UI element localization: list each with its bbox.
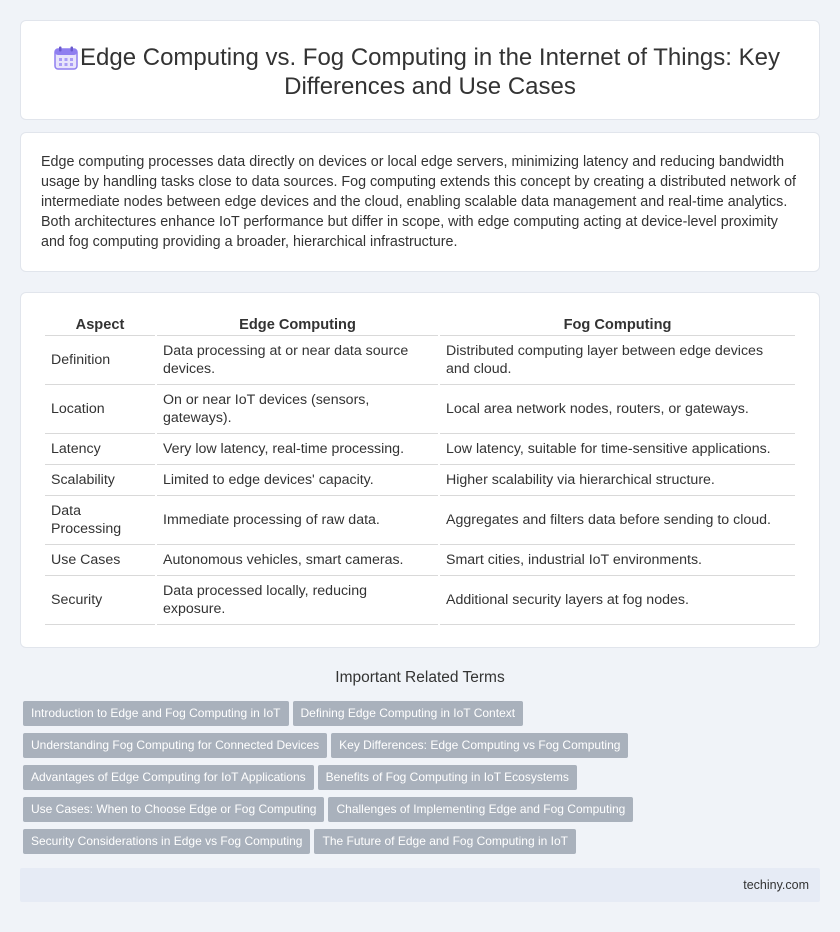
comparison-table: [43, 311, 797, 625]
table-row: [45, 576, 795, 625]
related-term-link[interactable]: Key Differences: Edge Computing vs Fog Computing: [331, 733, 628, 758]
related-term-link[interactable]: Security Considerations in Edge vs Fog Computing: [23, 829, 310, 854]
table-cell: Distributed computing layer between edge devices and cloud.: [440, 336, 795, 385]
related-terms-list: [23, 701, 813, 861]
related-term-link[interactable]: Defining Edge Computing in IoT Context: [293, 701, 524, 726]
table-cell: Smart cities, industrial IoT environments.: [440, 545, 795, 576]
related-term-link[interactable]: Introduction to Edge and Fog Computing in IoT: [23, 701, 289, 726]
related-term-link[interactable]: Use Cases: When to Choose Edge or Fog Computing: [23, 797, 324, 822]
table-cell: Scalability: [45, 465, 155, 496]
table-cell: Security: [45, 576, 155, 625]
table-row: [45, 545, 795, 576]
header-aspect: Aspect: [45, 311, 155, 336]
table-cell: On or near IoT devices (sensors, gateways).: [157, 385, 438, 434]
table-row: [45, 465, 795, 496]
table-cell: Additional security layers at fog nodes.: [440, 576, 795, 625]
table-cell: Limited to edge devices' capacity.: [157, 465, 438, 496]
table-cell: Aggregates and filters data before sending to cloud.: [440, 496, 795, 545]
table-cell: Data Processing: [45, 496, 155, 545]
table-cell: Autonomous vehicles, smart cameras.: [157, 545, 438, 576]
header-edge-computing: Edge Computing: [157, 311, 438, 336]
table-cell: Data processed locally, reducing exposure.: [157, 576, 438, 625]
table-row: [45, 336, 795, 385]
table-header-row: [45, 311, 795, 336]
intro-paragraph: Edge computing processes data directly on devices or local edge servers, minimizing latency and reducing bandwidth usage by handling tasks close to data sources. Fog computing extends this concept by creating a distributed network of intermediate nodes between edge devices and the cloud, enabling scalable data management and real-time analytics. Both architectures enhance IoT performance but differ in scope, with edge computing acting at device-level proximity and fog computing providing a broader, hierarchical infrastructure.: [41, 154, 796, 250]
table-row: [45, 496, 795, 545]
table-cell: Definition: [45, 336, 155, 385]
related-term-link[interactable]: Challenges of Implementing Edge and Fog Computing: [328, 797, 633, 822]
related-term-link[interactable]: Understanding Fog Computing for Connected Devices: [23, 733, 327, 758]
table-cell: Location: [45, 385, 155, 434]
related-term-link[interactable]: Benefits of Fog Computing in IoT Ecosystems: [318, 765, 577, 790]
table-cell: Very low latency, real-time processing.: [157, 434, 438, 465]
related-term-link[interactable]: The Future of Edge and Fog Computing in IoT: [314, 829, 575, 854]
table-cell: Low latency, suitable for time-sensitive applications.: [440, 434, 795, 465]
table-cell: Higher scalability via hierarchical structure.: [440, 465, 795, 496]
page-title: Edge Computing vs. Fog Computing in the Internet of Things: Key Differences and Use Cases: [80, 44, 780, 100]
footer: [20, 868, 820, 902]
related-terms-title: Important Related Terms: [335, 669, 505, 686]
related-term-link[interactable]: Advantages of Edge Computing for IoT Applications: [23, 765, 314, 790]
table-cell: Data processing at or near data source devices.: [157, 336, 438, 385]
table-row: [45, 385, 795, 434]
table-cell: Latency: [45, 434, 155, 465]
footer-site-link[interactable]: techiny.com: [743, 878, 809, 892]
table-row: [45, 434, 795, 465]
table-cell: Local area network nodes, routers, or gateways.: [440, 385, 795, 434]
header-fog-computing: Fog Computing: [440, 311, 795, 336]
intro-card: [20, 132, 820, 272]
table-cell: Use Cases: [45, 545, 155, 576]
title-card: [20, 20, 820, 120]
comparison-table-card: [20, 292, 820, 648]
table-cell: Immediate processing of raw data.: [157, 496, 438, 545]
